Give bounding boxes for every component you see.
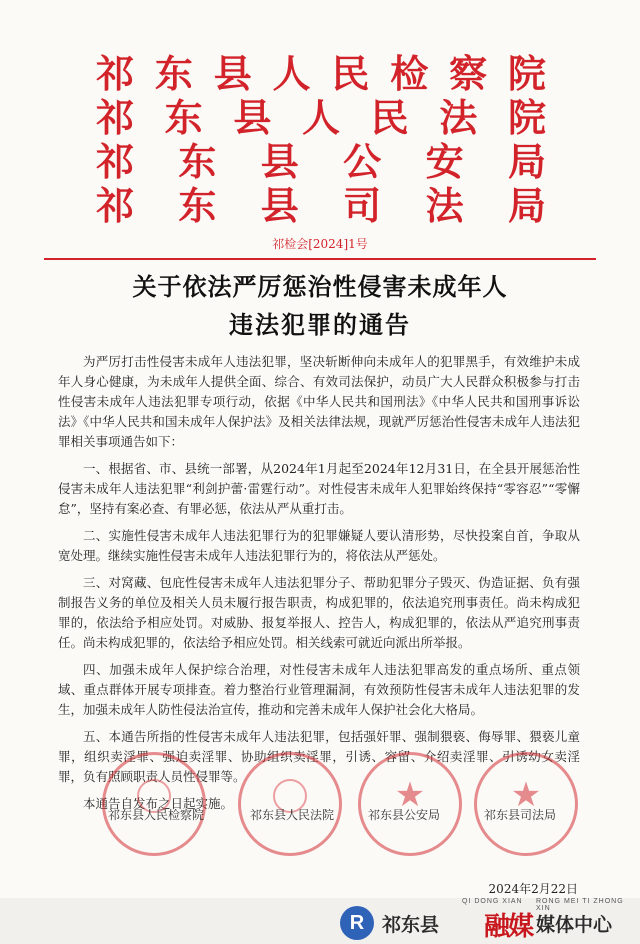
footer-pinyin-left: QI DONG XIAN	[462, 898, 523, 905]
official-seals	[0, 742, 640, 882]
seal-procuratorate	[102, 752, 206, 856]
notice-title-line-1: 关于依法严厉惩治性侵害未成年人	[132, 272, 508, 301]
seal-label-justice-bureau: 祁东县司法局	[484, 808, 557, 822]
seal-label-procuratorate: 祁东县人民检察院	[108, 808, 205, 822]
issuer-justice-bureau: 祁 东 县 司 法 局	[96, 183, 546, 228]
seal-label-court: 祁东县人民法院	[250, 808, 335, 822]
body-paragraph: 为严厉打击性侵害未成年人违法犯罪，坚决斩断伸向未成年人的犯罪黑手，有效维护未成年人身心健康，为未成年人提供全面、综合、有效司法保护，动员广大人民群众积极参与打击性侵害未成年人违法犯罪专项行动，依据《中华人民共和国刑法》《中华人民共和国刑事诉讼法》《中华人民共和国未成年人保护法》及相关法律法规，现就严厉惩治性侵害未成年人违法犯罪相关事项通告如下：	[58, 354, 580, 449]
footer-pinyin-right: RONG MEI TI ZHONG XIN	[536, 898, 624, 912]
star-icon: ★	[394, 775, 426, 815]
footer-media-center: 媒体中心	[536, 914, 613, 936]
red-divider-line	[44, 258, 596, 260]
media-logo-icon: R	[340, 906, 374, 940]
seal-public-security	[358, 752, 462, 856]
issuer-procuratorate: 祁 东 县 人 民 检 察 院	[96, 51, 546, 96]
body-paragraph: 二、实施性侵害未成年人违法犯罪行为的犯罪嫌疑人要认清形势，尽快投案自首，争取从宽处理。继续实施性侵害未成年人违法犯罪行为的，将依法从严惩处。	[58, 528, 580, 563]
footer-calligraphy-logo: 融媒	[484, 912, 533, 942]
footer-county-name: 祁东县	[382, 914, 440, 936]
issuer-public-security: 祁 东 县 公 安 局	[96, 139, 546, 184]
body-paragraph: 本通告自发布之日起实施。	[83, 796, 234, 811]
star-icon: ★	[510, 775, 542, 815]
issuing-authorities	[96, 52, 546, 228]
body-paragraph: 五、本通告所指的性侵害未成年人违法犯罪，包括强奸罪、强制猥亵、侮辱罪、猥亵儿童罪，组织卖淫罪、强迫卖淫罪、协助组织卖淫罪，引诱、容留、介绍卖淫罪、引诱幼女卖淫罪，负有照顾职责人员性侵罪等。	[58, 729, 580, 784]
body-paragraph: 三、对窝藏、包庇性侵害未成年人违法犯罪分子、帮助犯罪分子毁灭、伪造证据、负有强制报告义务的单位及相关人员未履行报告职责，构成犯罪的，依法追究刑事责任。尚未构成犯罪的，依法给予相应处罚。对威胁、报复举报人、控告人，构成犯罪的，依法从严追究刑事责任。尚未构成犯罪的，依法给予相应处罚。相关线索可就近向派出所举报。	[58, 575, 580, 650]
notice-title-line-2: 违法犯罪的通告	[229, 310, 411, 339]
body-paragraph: 一、根据省、市、县统一部署，从2024年1月起至2024年12月31日，在全县开展惩治性侵害未成年人违法犯罪“利剑护蕾·雷霆行动”。对性侵害未成年人犯罪始终保持“零容忍”“零懈怠”，坚持有案必查、有罪必惩，依法从严从重打击。	[58, 461, 580, 516]
seal-court	[238, 752, 342, 856]
seal-justice-bureau	[474, 752, 578, 856]
media-center-footer	[0, 898, 640, 944]
seal-label-public-security: 祁东县公安局	[368, 808, 441, 822]
document-number: 祁检会[2024]1号	[272, 237, 368, 251]
issuer-court: 祁 东 县 人 民 法 院	[96, 95, 546, 140]
issue-date: 2024年2月22日	[488, 882, 578, 896]
body-paragraph: 四、加强未成年人保护综合治理，对性侵害未成年人违法犯罪高发的重点场所、重点领域、重点群体开展专项排查。着力整治行业管理漏洞，有效预防性侵害未成年人违法犯罪的发生，加强未成年人防性侵法治宣传，推动和完善未成年人保护社会化大格局。	[58, 662, 580, 717]
